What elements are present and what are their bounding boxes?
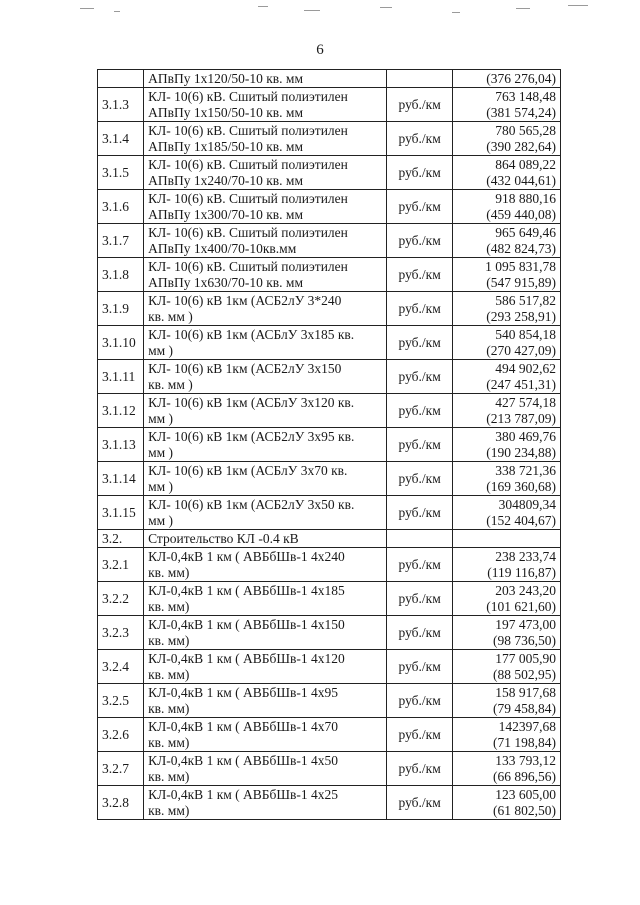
price-half: (293 258,91) [486,308,556,324]
item-number: 3.2.4 [98,650,144,684]
item-number: 3.2.3 [98,616,144,650]
price-total: 158 917,68 [495,684,556,700]
scan-noise [80,2,600,16]
item-unit [386,530,453,548]
price-total: 197 473,00 [495,616,556,632]
price-total: 123 605,00 [495,786,556,802]
item-unit: руб./км [386,752,453,786]
item-number: 3.1.10 [98,326,144,360]
item-unit: руб./км [386,582,453,616]
table-row [98,616,561,650]
price-total: 540 854,18 [495,326,556,342]
item-unit: руб./км [386,360,453,394]
item-price [453,462,561,496]
item-number: 3.1.14 [98,462,144,496]
table-row [98,360,561,394]
item-name-line: АПвПу 1х240/70-10 кв. мм [148,172,303,188]
item-name-line: мм ) [148,410,174,426]
item-name-line: КЛ- 10(6) кВ. Сшитый полиэтилен [148,156,348,172]
item-number: 3.1.8 [98,258,144,292]
item-number: 3.1.3 [98,88,144,122]
item-unit: руб./км [386,122,453,156]
page-number: 6 [316,42,324,58]
price-total: 203 243,20 [495,582,556,598]
item-price [453,496,561,530]
item-name [144,122,387,156]
table-row [98,496,561,530]
price-half: (247 451,31) [486,376,556,392]
item-price [453,156,561,190]
price-total: 177 005,90 [495,650,556,666]
table-row [98,156,561,190]
item-name [144,88,387,122]
price-total: 918 880,16 [495,190,556,206]
item-name-line: КЛ-0,4кВ 1 км ( АВБбШв-1 4х240 [148,548,345,564]
item-price [453,718,561,752]
item-name [144,548,387,582]
table-row [98,122,561,156]
item-name-line: АПвПу 1х630/70-10 кв. мм [148,274,303,290]
item-name-line: КЛ- 10(6) кВ. Сшитый полиэтилен [148,122,348,138]
price-half: (88 502,95) [493,666,556,682]
table-row [98,292,561,326]
price-half: (390 282,64) [486,138,556,154]
table-row [98,224,561,258]
item-price [453,394,561,428]
item-name-line: кв. мм) [148,734,190,750]
item-name-line: КЛ- 10(6) кВ 1км (АСБлУ 3х70 кв. [148,462,348,478]
item-price [453,752,561,786]
item-name [144,650,387,684]
item-name [144,326,387,360]
price-total: 965 649,46 [495,224,556,240]
item-unit: руб./км [386,326,453,360]
table-row [98,548,561,582]
item-price [453,88,561,122]
item-name-line: кв. мм) [148,802,190,818]
item-unit: руб./км [386,292,453,326]
table-row [98,70,561,88]
item-name-line: АПвПу 1х300/70-10 кв. мм [148,206,303,222]
price-total: 142397,68 [498,718,556,734]
table-row [98,582,561,616]
item-price [453,360,561,394]
item-number: 3.1.15 [98,496,144,530]
item-price [453,684,561,718]
item-unit [386,70,453,88]
item-number: 3.1.9 [98,292,144,326]
item-price [453,616,561,650]
item-name-line: КЛ- 10(6) кВ. Сшитый полиэтилен [148,258,348,274]
item-name-line: кв. мм ) [148,308,193,324]
price-table [97,69,561,820]
item-name-line: КЛ-0,4кВ 1 км ( АВБбШв-1 4х95 [148,684,339,700]
price-half: (152 404,67) [486,512,556,528]
item-name-line: КЛ-0,4кВ 1 км ( АВБбШв-1 4х70 [148,718,339,734]
item-unit: руб./км [386,394,453,428]
price-total: 763 148,48 [495,88,556,104]
item-unit: руб./км [386,428,453,462]
item-number: 3.1.6 [98,190,144,224]
item-name [144,292,387,326]
item-name-line: Строительство КЛ -0.4 кВ [148,530,299,546]
item-number: 3.1.7 [98,224,144,258]
table-row [98,190,561,224]
item-name-line: КЛ- 10(6) кВ. Сшитый полиэтилен [148,224,348,240]
item-name [144,190,387,224]
price-total: 338 721,36 [495,462,556,478]
item-name [144,224,387,258]
item-name-line: кв. мм) [148,666,190,682]
price-total: 427 574,18 [495,394,556,410]
item-price [453,650,561,684]
item-name-line: КЛ- 10(6) кВ 1км (АСБ2лУ 3х50 кв. [148,496,355,512]
price-total: 864 089,22 [495,156,556,172]
item-name-line: КЛ- 10(6) кВ 1км (АСБ2лУ 3х95 кв. [148,428,355,444]
price-total: 586 517,82 [495,292,556,308]
item-price [453,190,561,224]
price-half: (190 234,88) [486,444,556,460]
item-name [144,616,387,650]
item-name-line: мм ) [148,342,174,358]
item-name-line: кв. мм) [148,564,190,580]
item-name-line: КЛ-0,4кВ 1 км ( АВБбШв-1 4х50 [148,752,339,768]
item-name-line: КЛ-0,4кВ 1 км ( АВБбШв-1 4х25 [148,786,339,802]
table-row [98,650,561,684]
item-price [453,122,561,156]
item-name [144,786,387,820]
price-half: (71 198,84) [493,734,556,750]
price-half: (376 276,04) [486,70,556,86]
item-number: 3.1.12 [98,394,144,428]
table-row [98,462,561,496]
item-price [453,224,561,258]
item-name [144,394,387,428]
price-half: (98 736,50) [493,632,556,648]
item-name-line: мм ) [148,478,174,494]
item-name [144,530,387,548]
item-unit: руб./км [386,462,453,496]
item-number: 3.2.6 [98,718,144,752]
price-total: 780 565,28 [495,122,556,138]
item-name [144,428,387,462]
item-number: 3.2. [98,530,144,548]
item-name-line: мм ) [148,444,174,460]
item-unit: руб./км [386,224,453,258]
item-name-line: АПвПу 1х120/50-10 кв. мм [148,70,303,86]
item-name-line: КЛ- 10(6) кВ 1км (АСБлУ 3х185 кв. [148,326,355,342]
item-number [98,70,144,88]
price-half: (213 787,09) [486,410,556,426]
table-row [98,428,561,462]
item-unit: руб./км [386,684,453,718]
price-total: 380 469,76 [495,428,556,444]
item-price [453,530,561,548]
price-half: (119 116,87) [487,564,556,580]
item-unit: руб./км [386,496,453,530]
table-row [98,718,561,752]
table-row [98,88,561,122]
price-total: 238 233,74 [495,548,556,564]
price-half: (169 360,68) [486,478,556,494]
table-row [98,258,561,292]
table-row [98,684,561,718]
item-unit: руб./км [386,786,453,820]
price-half: (381 574,24) [486,104,556,120]
price-half: (432 044,61) [486,172,556,188]
table-row [98,752,561,786]
item-name [144,582,387,616]
item-name [144,258,387,292]
item-price [453,582,561,616]
item-name-line: КЛ- 10(6) кВ. Сшитый полиэтилен [148,190,348,206]
item-unit: руб./км [386,190,453,224]
item-name-line: кв. мм) [148,700,190,716]
item-number: 3.1.5 [98,156,144,190]
item-name-line: КЛ-0,4кВ 1 км ( АВБбШв-1 4х120 [148,650,345,666]
item-price [453,548,561,582]
item-number: 3.1.13 [98,428,144,462]
price-total: 494 902,62 [495,360,556,376]
price-half: (101 621,60) [486,598,556,614]
item-price [453,326,561,360]
table-row [98,530,561,548]
item-unit: руб./км [386,88,453,122]
item-name-line: КЛ-0,4кВ 1 км ( АВБбШв-1 4х150 [148,616,345,632]
item-unit: руб./км [386,650,453,684]
item-unit: руб./км [386,718,453,752]
item-unit: руб./км [386,156,453,190]
price-half: (61 802,50) [493,802,556,818]
item-name-line: мм ) [148,512,174,528]
price-total: 133 793,12 [495,752,556,768]
item-price [453,292,561,326]
table-row [98,326,561,360]
item-name [144,496,387,530]
item-name-line: КЛ- 10(6) кВ 1км (АСБ2лУ 3х150 [148,360,342,376]
table-row [98,786,561,820]
item-number: 3.1.11 [98,360,144,394]
item-number: 3.2.7 [98,752,144,786]
item-name [144,462,387,496]
item-name-line: кв. мм) [148,598,190,614]
item-number: 3.1.4 [98,122,144,156]
price-half: (79 458,84) [493,700,556,716]
item-price [453,258,561,292]
item-name-line: АПвПу 1х185/50-10 кв. мм [148,138,303,154]
item-unit: руб./км [386,548,453,582]
item-name-line: КЛ- 10(6) кВ 1км (АСБлУ 3х120 кв. [148,394,355,410]
price-half: (547 915,89) [486,274,556,290]
item-name [144,360,387,394]
item-name [144,156,387,190]
item-price [453,786,561,820]
item-name-line: КЛ- 10(6) кВ. Сшитый полиэтилен [148,88,348,104]
price-half: (459 440,08) [486,206,556,222]
price-table-body [98,70,561,820]
item-name-line: АПвПу 1х400/70-10кв.мм [148,240,297,256]
item-price [453,70,561,88]
item-name-line: АПвПу 1х150/50-10 кв. мм [148,104,303,120]
item-name [144,718,387,752]
table-row [98,394,561,428]
item-name [144,70,387,88]
item-name [144,684,387,718]
item-name-line: кв. мм) [148,632,190,648]
price-half: (66 896,56) [493,768,556,784]
item-number: 3.2.5 [98,684,144,718]
item-name-line: кв. мм) [148,768,190,784]
item-name-line: кв. мм ) [148,376,193,392]
price-total: 304809,34 [498,496,556,512]
item-number: 3.2.1 [98,548,144,582]
item-name-line: КЛ-0,4кВ 1 км ( АВБбШв-1 4х185 [148,582,345,598]
price-half: (482 824,73) [486,240,556,256]
item-name-line: КЛ- 10(6) кВ 1км (АСБ2лУ 3*240 [148,292,342,308]
price-total: 1 095 831,78 [485,258,556,274]
item-unit: руб./км [386,616,453,650]
item-price [453,428,561,462]
item-number: 3.2.8 [98,786,144,820]
item-number: 3.2.2 [98,582,144,616]
item-unit: руб./км [386,258,453,292]
price-half: (270 427,09) [486,342,556,358]
item-name [144,752,387,786]
